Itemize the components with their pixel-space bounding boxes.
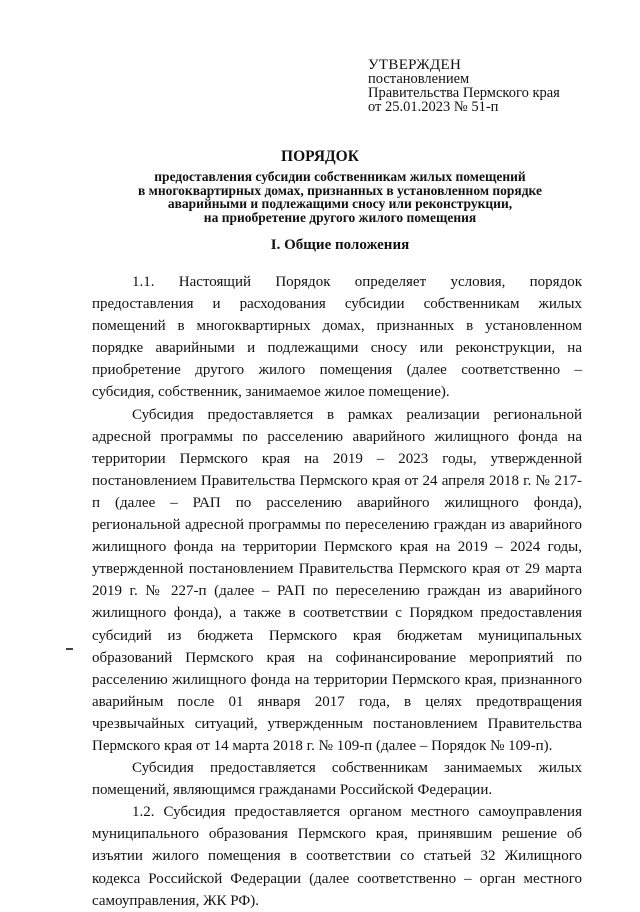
approval-block: [368, 58, 560, 114]
paragraph-program: Субсидия предоставляется в рамках реализации региональной адресной программы по расселению аварийного жилищного фонда на территории Пермского края на 2019 – 2023 годы, утвержденной постановлением Правительства Пермского края от 24 апреля 2018 г. № 217-п (далее – РАП по расселению аварийного жилищного фонда), региональной адресной программы по переселению граждан из аварийного жилищного фонда на территории Пермского края на 2019 – 2024 годы, утвержденной постановлением Правительства Пермского края от 29 марта 2019 г. № 227-п (далее – РАП по переселению граждан из аварийного жилищного фонда), а также в соответствии с Порядком предоставления субсидий из бюджета Пермского края бюджетам муниципальных образований Пермского края на софинансирование мероприятий по расселению жилищного фонда на территории Пермского края, признанного аварийным после 01 января 2017 года, в целях предотвращения чрезвычайных ситуаций, утвержденным постановлением Правительства Пермского края от 14 марта 2018 г. № 109-п (далее – Порядок № 109-п).: [92, 406, 582, 754]
margin-mark: [66, 648, 73, 650]
approval-line-1: постановлением: [368, 71, 470, 87]
paragraph-recipients: Субсидия предоставляется собственникам занимаемых жилых помещений, являющимся гражданами Российской Федерации.: [92, 760, 582, 799]
paragraph-1-2: 1.2. Субсидия предоставляется органом местного самоуправления муниципального образования Пермского края, принявшим решение об изъятии жилого помещения в соответствии со статьей 32 Жилищного кодекса Российской Федерации (далее соответственно – орган местного самоуправления, ЖК РФ).: [92, 804, 582, 909]
subtitle-line: аварийными и подлежащими сносу или реконструкции,: [167, 196, 513, 211]
approval-line-3: от 25.01.2023 № 51-п: [368, 99, 499, 115]
approval-heading: УТВЕРЖДЕН: [368, 57, 462, 73]
approval-line-2: Правительства Пермского края: [368, 85, 560, 101]
section-heading: I. Общие положения: [270, 237, 410, 253]
subtitle-line: предоставления субсидии собственникам жилых помещений: [154, 169, 526, 184]
subtitle-line: в многоквартирных домах, признанных в установленном порядке: [138, 182, 542, 198]
document-subtitle: [90, 170, 590, 224]
document-body: [92, 271, 582, 912]
subtitle-line: на приобретение другого жилого помещения: [203, 209, 477, 225]
document-title: ПОРЯДОК: [281, 148, 359, 165]
paragraph-1-1: 1.1. Настоящий Порядок определяет условия, порядок предоставления и расходования субсидии собственникам жилых помещений в многоквартирных домах, признанных в установленном порядке аварийными и подлежащими сносу или реконструкции, на приобретение другого жилого помещения (далее соответственно – субсидия, собственник, занимаемое жилое помещение).: [92, 274, 582, 401]
